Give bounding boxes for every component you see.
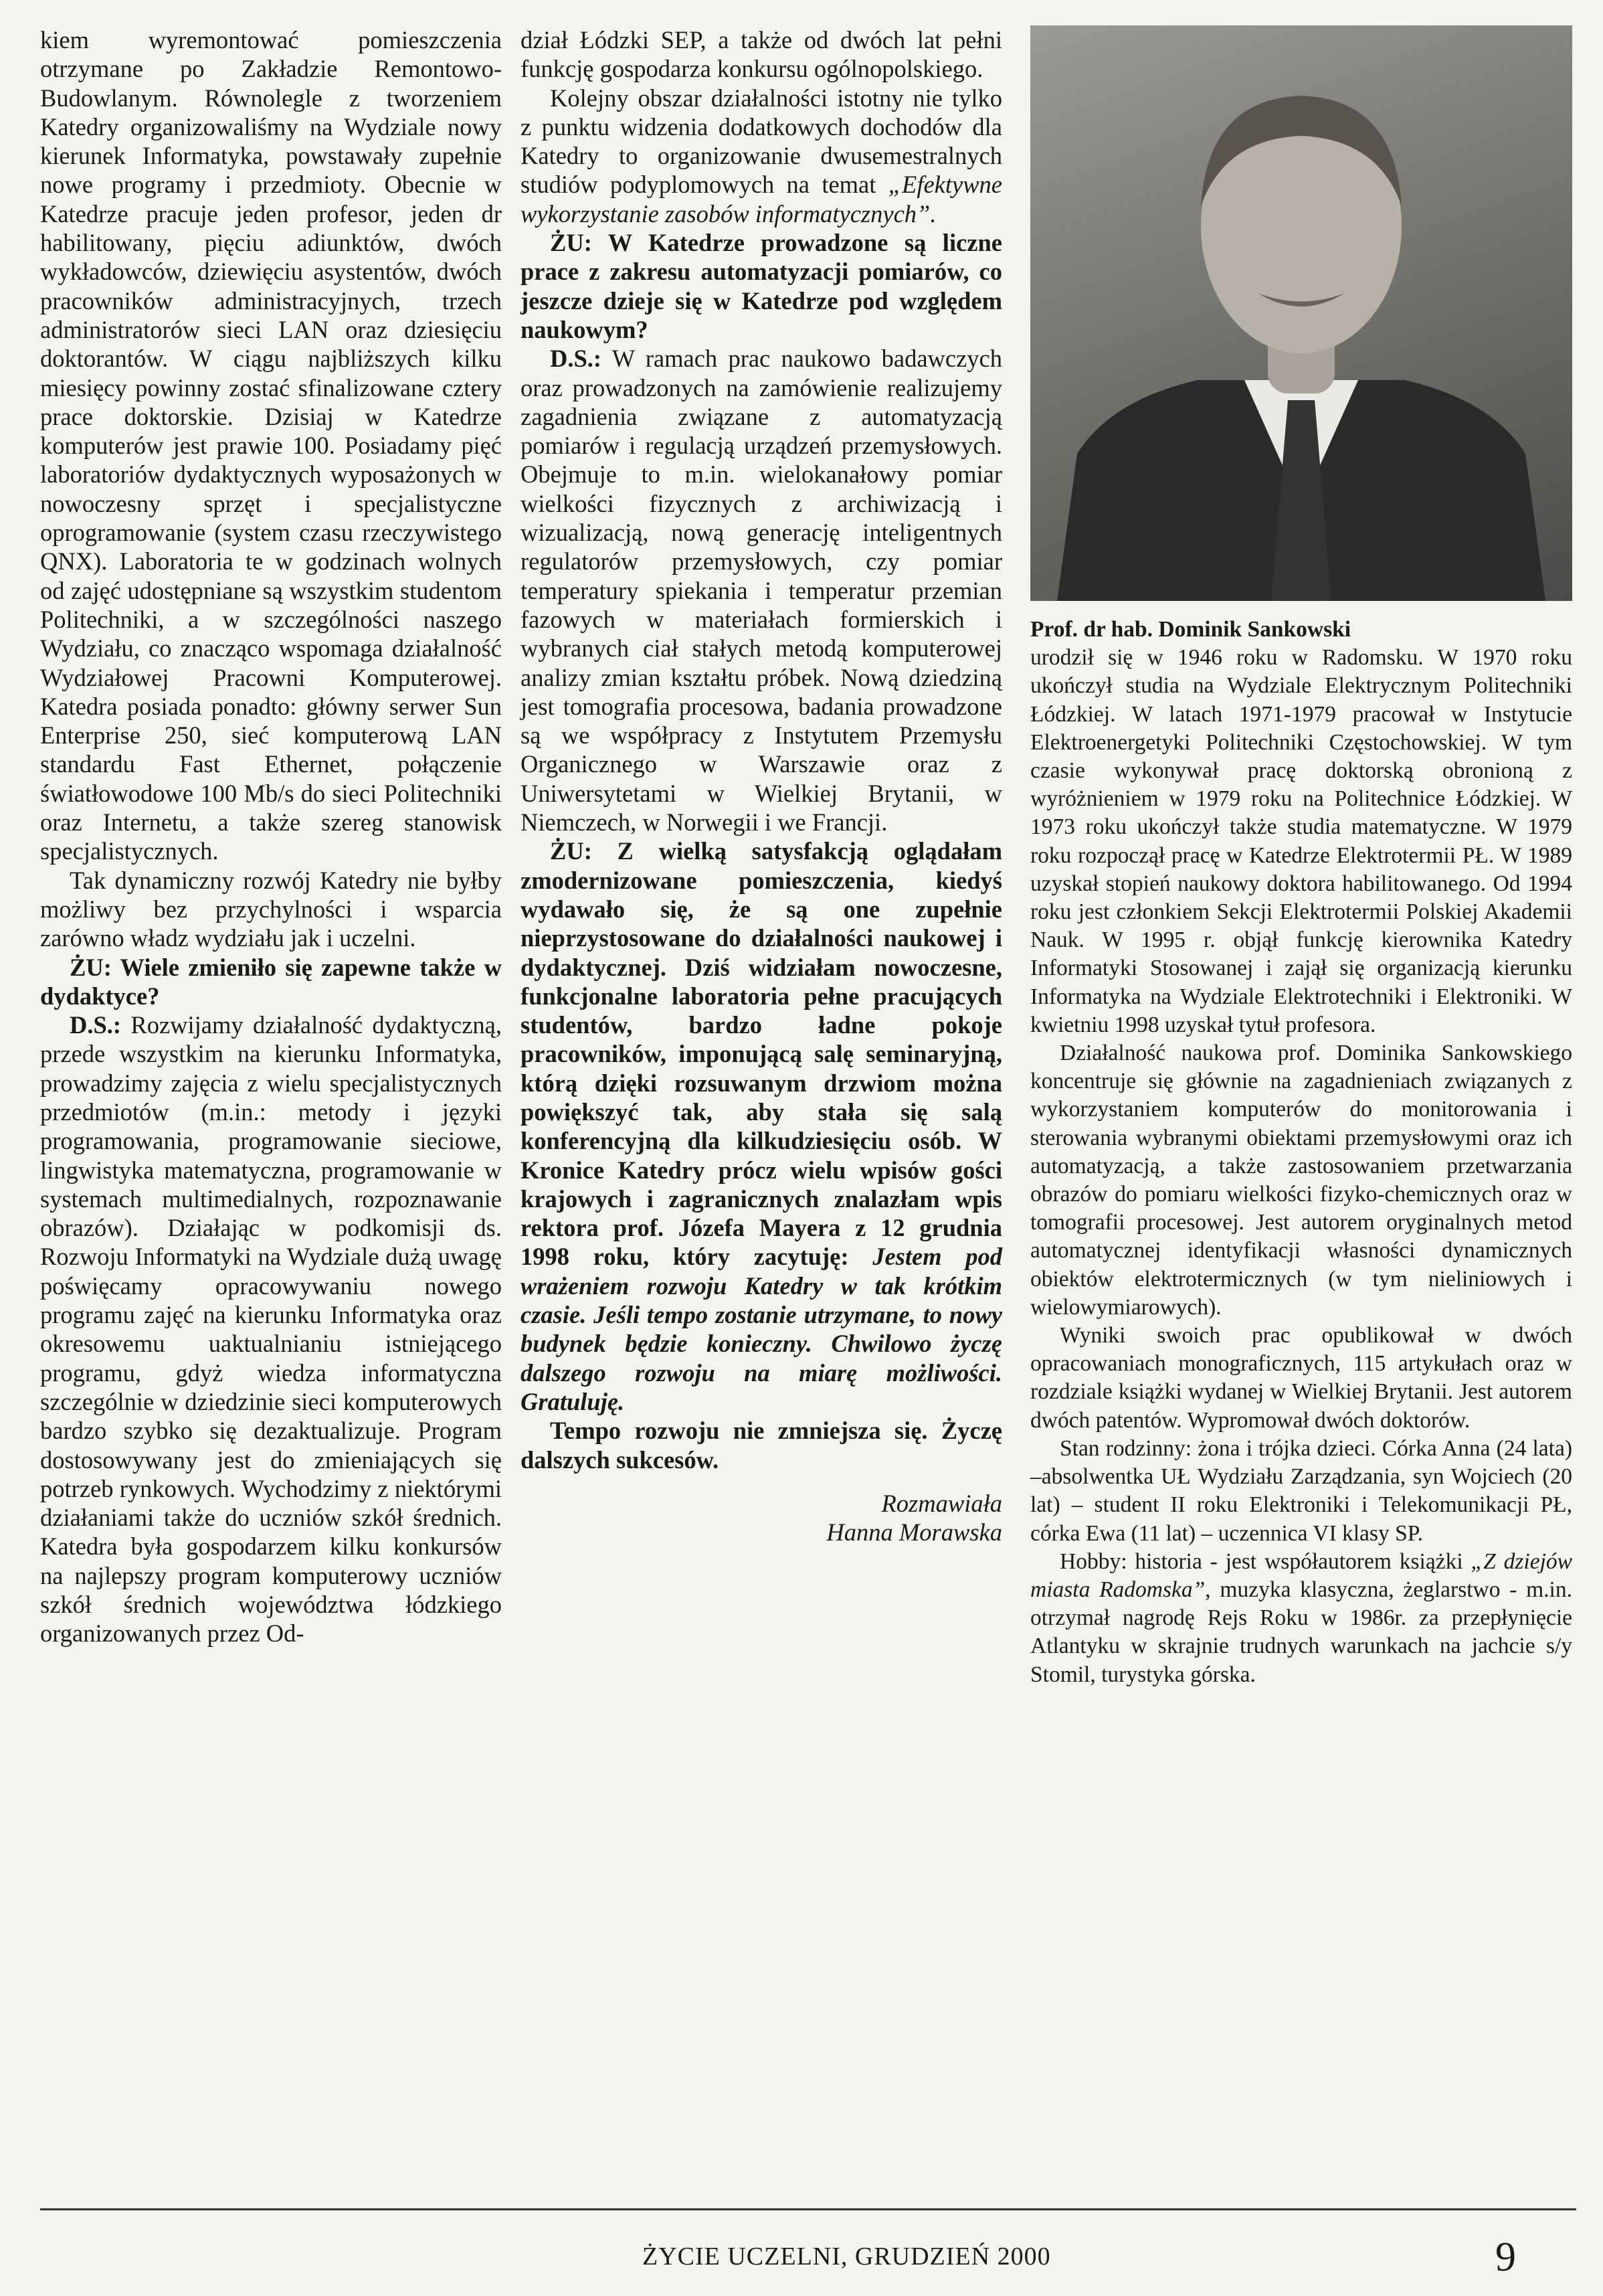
column-3-bio <box>1030 616 1572 1689</box>
bio-paragraph: Wyniki swoich prac opublikował w dwóch opracowaniach monograficznych, 115 artykułach oraz w rozdziale książki wydanej w Wielkiej Brytanii. Jest autorem dwóch patentów. Wypromował dwóch doktorów. <box>1030 1323 1572 1433</box>
quote: Jestem pod wrażeniem rozwoju Katedry w tak krótkim czasie. Jeśli tempo zostanie utrzymane, to nowy budynek będzie konieczny. Chwilowo życzę dalszego rozwoju na miarę możliwości. Gratuluję. <box>521 1243 1002 1415</box>
signature-name: Hanna Morawska <box>826 1518 1002 1547</box>
signature-label: Rozmawiała <box>881 1489 1002 1517</box>
closing: Tempo rozwoju nie zmniejsza się. Życzę dalszych sukcesów. <box>521 1417 1002 1474</box>
portrait-photo <box>1030 25 1572 601</box>
bio-text: Hobby: historia - jest współautorem książki <box>1060 1549 1471 1574</box>
column-2 <box>521 25 1002 1547</box>
footer-rule <box>40 2208 1576 2210</box>
bio-text: , muzyka klasyczna, żeglarstwo - m.in. otrzymał nagrodę Rejs Roku w 1986r. za przepłynięcie Atlantyku w skrajnie trudnych warunkach na jachcie s/y Stomil, turystyka górska. <box>1030 1577 1572 1687</box>
paragraph: dział Łódzki SEP, a także od dwóch lat pełni funkcję gospodarza konkursu ogólnopolskiego. <box>521 26 1002 83</box>
answer-label: D.S.: <box>550 345 602 373</box>
bio-text: urodził się w 1946 roku w Radomsku. W 1970 roku ukończył studia na Wydziale Elektrycznym Politechniki Łódzkiej. W latach 1971-1979 pracował w Instytucie Elektroenergetyki Politechniki Częstochowskiej. W tym czasie wykonywał pracę doktorską obronioną z wyróżnieniem w 1979 roku na Politechnice Łódzkiej. W 1973 roku ukończył także studia matematyczne. W 1979 roku rozpoczął pracę w Katedrze Elektrotermii PŁ. W 1989 uzyskał stopień naukowy doktora habilitowanego. Od 1994 roku jest członkiem Sekcji Elektrotermii Polskiej Akademii Nauk. W 1995 r. objął funkcję kierownika Katedry Informatyki Stosowanej i zajął się organizacją kierunku Informatyka na Wydziale Elektrotechniki i Elektroniki. W kwietniu 1998 uzyskał tytuł profesora. <box>1030 645 1572 1037</box>
answer <box>521 344 1002 836</box>
question-text: ŻU: Z wielką satysfakcją oglądałam zmodernizowane pomieszczenia, kiedyś wydawało się, że są one zupełnie nieprzystosowane do działalności naukowej i dydaktycznej. Dziś widziałam nowoczesne, funkcjonalne laboratoria pełne pracujących studentów, bardzo ładne pokoje pracowników, imponującą salę seminaryjną, którą dzięki rozsuwanym drzwiom można powiększyć tak, aby stała się salą konferencyjną dla kilkudziesięciu osób. W Kronice Katedry prócz wielu wpisów gości krajowych i zagranicznych znalazłam wpis rektora prof. Józefa Mayera z 12 grudnia 1998 roku, który zacytuję: <box>521 837 1002 1271</box>
caption-name: Prof. dr hab. Dominik Sankowski <box>1030 617 1351 642</box>
footer-title: ŻYCIE UCZELNI, GRUDZIEŃ 2000 <box>642 2242 1051 2271</box>
course-title: „Efektywne wykorzystanie zasobów informatycznych”. <box>521 171 1002 228</box>
bio-paragraph: Działalność naukowa prof. Dominika Sankowskiego koncentruje się głównie na zagadnieniach związanych z wykorzystaniem komputerów do monitorowania i sterowania wybranymi obiektami przemysłowymi oraz ich automatyzacją, a także zastosowaniem przetwarzania obrazów do pomiaru wielkości fizyko-chemicznych oraz w tomografii procesowej. Jest autorem oryginalnych metod automatycznej identyfikacji własności dynamicznych obiektów elektrotermicznych (w tym nieliniowych i wielowymiarowych). <box>1030 1041 1572 1320</box>
paragraph-text: Kolejny obszar działalności istotny nie tylko z punktu widzenia dodatkowych dochodów dla Katedry to organizowanie dwusemestralnych studiów podyplomowych na temat <box>521 84 1002 199</box>
answer-label: D.S.: <box>70 1011 122 1039</box>
paragraph: kiem wyremontować pomieszczenia otrzymane po Zakładzie Remontowo-Budowlanym. Równolegle z tworzeniem Katedry organizowaliśmy na Wydziale nowy kierunek Informatyka, powstawały zupełnie nowe programy i przedmioty. Obecnie w Katedrze pracuje jeden profesor, jeden dr habilitowany, pięciu adiunktów, dwóch wykładowców, dziewięciu asystentów, dwóch pracowników administracyjnych, trzech administratorów sieci LAN oraz dziesięciu doktorantów. W ciągu najbliższych kilku miesięcy powinny zostać sfinalizowane cztery prace doktorskie. Dzisiaj w Katedrze komputerów jest prawie 100. Posiadamy pięć laboratoriów dydaktycznych wyposażonych w nowoczesny sprzęt i specjalistyczne oprogramowanie (system czasu rzeczywistego QNX). Laboratoria te w godzinach wolnych od zajęć udostępniane są wszystkim studentom Politechniki, a w szczególności naszego Wydziału, co znacząco wspomaga działalność Wydziałowej Pracowni Komputerowej. Katedra posiada ponadto: główny serwer Sun Enterprise 250, sieć komputerową LAN standardu Fast Ethernet, połączenie światłowodowe 100 Mb/s do sieci Politechniki oraz Internetu, a także szereg stanowisk specjalistycznych. <box>40 26 502 865</box>
question <box>521 836 1002 1416</box>
book-title: „Z dziejów miasta Radomska” <box>1030 1549 1572 1602</box>
bio-paragraph: Stan rodzinny: żona i trójka dzieci. Córka Anna (24 lata) –absolwentka UŁ Wydziału Zarządzania, syn Wojciech (20 lat) – student II roku Elektroniki i Telekomunikacji PŁ, córka Ewa (11 lat) – uczennica VI klasy SP. <box>1030 1435 1572 1546</box>
question: ŻU: Wiele zmieniło się zapewne także w dydaktyce? <box>40 953 502 1010</box>
paragraph <box>521 84 1002 228</box>
paragraph: Tak dynamiczny rozwój Katedry nie byłby możliwy bez przychylności i wsparcia zarówno władz wydziału jak i uczelni. <box>40 866 502 952</box>
question: ŻU: W Katedrze prowadzone są liczne prace z zakresu automatyzacji pomiarów, co jeszcze dzieje się w Katedrze pod względem naukowym? <box>521 229 1002 343</box>
answer-text: W ramach prac naukowo badawczych oraz prowadzonych na zamówienie realizujemy zagadnienia związane z automatyzacją pomiarów i regulacją urządzeń przemysłowych. Obejmuje to m.in. wielokanałowy pomiar wielkości fizycznych z archiwizacją i wizualizacją, nową generację inteligentnych regulatorów przemysłowych, czy pomiar temperatury spiekania i temperatur przemian fazowych w materiałach formierskich i wybranych ciał stałych metodą komputerowej analizy zmian kształtu próbek. Nową dziedziną jest tomografia procesowa, badania prowadzone są we współpracy z Instytutem Przemysłu Organicznego w Warszawie oraz z Uniwersytetami w Wielkiej Brytanii, w Niemczech, w Norwegii i we Francji. <box>521 345 1002 836</box>
answer <box>40 1010 502 1648</box>
portrait-illustration <box>1030 25 1572 601</box>
bio-paragraph <box>1030 616 1572 1039</box>
page-number: 9 <box>1495 2234 1517 2280</box>
column-1 <box>40 25 502 1648</box>
answer-text: Rozwijamy działalność dydaktyczną, przede wszystkim na kierunku Informatyka, prowadzimy zajęcia z wielu specjalistycznych przedmiotów (m.in.: metody i języki programowania, programowanie sieciowe, lingwistyka matematyczna, programowanie w systemach multimedialnych, rozpoznawanie obrazów). Działając w podkomisji ds. Rozwoju Informatyki na Wydziale dużą uwagę poświęcamy opracowywaniu nowego programu zajęć na kierunku Informatyka oraz okresowemu uaktualnianiu istniejącego programu, gdyż wiedza informatyczna szczególnie w dziedzinie sieci komputerowych bardzo szybko się dezaktualizuje. Program dostosowywany jest do zmieniających się potrzeb rynkowych. Wychodzimy z niektórymi działaniami także do uczniów szkół średnich. Katedra była gospodarzem kilku konkursów na najlepszy program komputerowy uczniów szkół średnich województwa łódzkiego organizowanych przez Od- <box>40 1011 502 1648</box>
bio-paragraph <box>1030 1548 1572 1689</box>
